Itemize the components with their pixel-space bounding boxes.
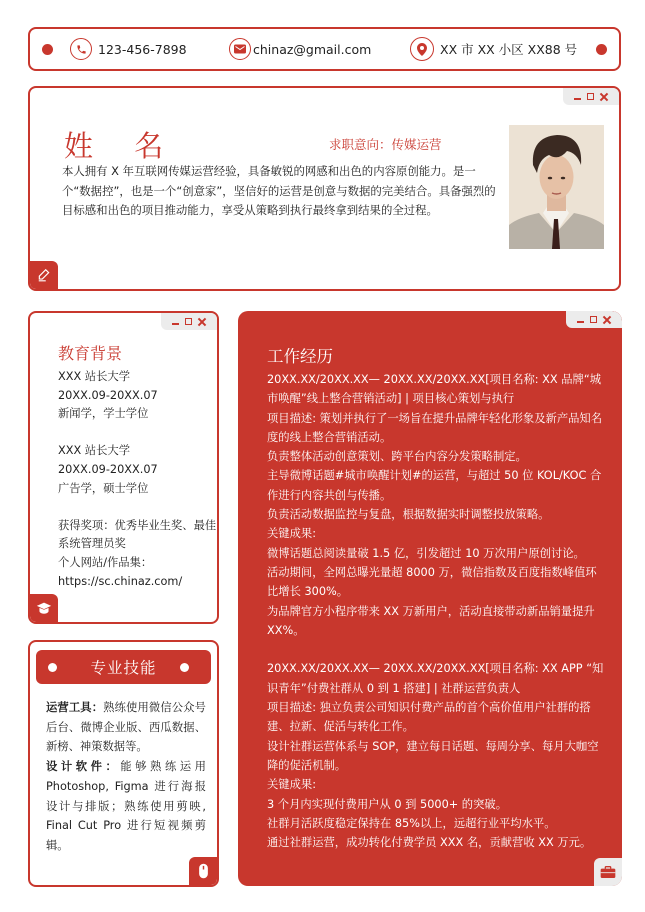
close-icon[interactable] — [600, 93, 608, 101]
awards: 获得奖项：优秀毕业生奖、最佳系统管理员奖 — [58, 518, 217, 551]
window-controls — [161, 313, 217, 330]
skills-header — [36, 650, 211, 684]
project-line: 3 个月内实现付费用户从 0 到 5000+ 的突破。 — [267, 797, 507, 811]
work-title: 工作经历 — [267, 347, 333, 366]
contact-email — [229, 37, 371, 61]
education-school: XXX 站长大学 — [58, 444, 130, 458]
education-school: XXX 站长大学 — [58, 370, 130, 383]
profile-card — [28, 86, 621, 291]
window-controls — [566, 311, 622, 328]
skill-text: 熟练使用微信公众号后台、微博企业版、西瓜数据、新榜、神策数据等。 — [46, 701, 206, 754]
address-text: XX 市 XX 小区 XX88 号 — [440, 42, 578, 57]
work-projects — [267, 370, 607, 852]
window-controls — [563, 88, 619, 105]
project-line: 负责整体活动创意策划、跨平台内容分发策略制定。 — [267, 450, 527, 464]
project-header: 20XX.XX/20XX.XX— 20XX.XX/20XX.XX[项目名称: XX APP “知识青年”付费社群从 0 到 1 搭建] | 社群运营负责人 — [267, 662, 604, 695]
location-pin-icon — [410, 37, 434, 61]
skills-list — [46, 698, 206, 856]
education-title: 教育背景 — [58, 344, 123, 363]
skills-badge — [189, 857, 217, 885]
skill-item — [46, 757, 206, 856]
education-degree: 新闻学，学士学位 — [58, 407, 149, 421]
phone-icon — [70, 38, 92, 60]
minimize-icon[interactable] — [574, 98, 581, 100]
work-badge — [594, 858, 622, 886]
project-line: 负责活动数据监控与复盘，根据数据实时调整投放策略。 — [267, 508, 550, 522]
skill-text: 能够熟练运用 Photoshop, Figma 进行海报设计与排版；熟练使用剪映, Final Cut Pro 进行短视频剪辑。 — [46, 760, 206, 852]
skills-title: 专业技能 — [90, 659, 157, 677]
close-icon[interactable] — [198, 318, 206, 326]
phone-number: 123-456-7898 — [98, 41, 187, 57]
maximize-icon[interactable] — [185, 318, 192, 325]
project-line: 微博话题总阅读量破 1.5 亿，引发超过 10 万次用户原创讨论。 — [267, 546, 585, 560]
email-address[interactable]: chinaz@gmail.com — [253, 41, 372, 57]
minimize-icon[interactable] — [172, 323, 179, 325]
education-period: 20XX.09-20XX.07 — [58, 388, 158, 402]
job-intent: 求职意向：传媒运营 — [329, 137, 442, 152]
minimize-icon[interactable] — [577, 321, 584, 323]
project-block — [267, 370, 607, 640]
maximize-icon[interactable] — [587, 93, 594, 100]
project-block — [267, 659, 607, 852]
maximize-icon[interactable] — [590, 316, 597, 323]
education-period: 20XX.09-20XX.07 — [58, 462, 158, 476]
education-card — [28, 311, 219, 624]
project-header: 20XX.XX/20XX.XX— 20XX.XX/20XX.XX[项目名称: XX 品牌“城市唤醒”线上整合营销活动] | 项目核心策划与执行 — [267, 373, 601, 406]
portfolio-link[interactable]: https://sc.chinaz.com/ — [58, 574, 183, 588]
briefcase-icon — [600, 865, 616, 879]
skill-label: 运营工具： — [46, 701, 104, 714]
project-line: 活动期间，全网总曝光量超 8000 万，微信指数及百度指数峰值环比增长 300%。 — [267, 565, 597, 599]
project-line: 关键成果: — [267, 527, 316, 541]
project-line: 为品牌官方小程序带来 XX 万新用户，活动直接带动新品销量提升 XX%。 — [267, 604, 595, 637]
skills-card — [28, 640, 219, 887]
decor-dot-icon — [596, 44, 607, 55]
profile-photo — [509, 125, 604, 249]
education-degree: 广告学，硕士学位 — [58, 481, 149, 495]
close-icon[interactable] — [603, 316, 611, 324]
project-line: 项目描述: 策划并执行了一场旨在提升品牌年轻化形象及新产品知名度的线上整合营销活动。 — [267, 411, 603, 444]
project-line: 项目描述: 独立负责公司知识付费产品的首个高价值用户社群的搭建、拉新、促活与转化工作。 — [267, 701, 591, 734]
decor-dot-icon — [48, 663, 57, 672]
project-line: 主导微博话题#城市唤醒计划#的运营，与超过 50 位 KOL/KOC 合作进行内容共创与传播。 — [267, 469, 602, 502]
contact-address — [410, 37, 577, 61]
contact-bar — [28, 27, 621, 71]
graduation-cap-icon — [36, 602, 52, 615]
project-line: 关键成果: — [267, 778, 316, 792]
decor-dot-icon — [42, 44, 53, 55]
profile-summary: 本人拥有 X 年互联网传媒运营经验，具备敏锐的网感和出色的内容原创能力。是一个“数据控”，也是一个“创意家”，坚信好的运营是创意与数据的完美结合。具备强烈的目标感和出色的项目推动能力，享受从策略到执行最终拿到结果的全过程。 — [62, 164, 496, 217]
education-badge — [30, 594, 58, 622]
work-experience-card — [238, 311, 622, 886]
portfolio-label: 个人网站/作品集： — [58, 555, 153, 569]
project-line: 通过社群运营，成功转化付费学员 XXX 名，贡献营收 XX 万元。 — [267, 836, 592, 850]
skill-label: 设计软件： — [46, 760, 121, 774]
project-line: 设计社群运营体系与 SOP，建立每日话题、每周分享、每月大咖空降的促活机制。 — [267, 739, 599, 772]
mouse-icon — [198, 863, 209, 879]
pencil-icon — [37, 268, 51, 282]
skill-item — [46, 698, 206, 757]
candidate-name: 姓 名 — [64, 129, 180, 163]
decor-dot-icon — [180, 663, 189, 672]
mail-icon — [229, 38, 251, 60]
edit-badge[interactable] — [30, 261, 58, 289]
project-line: 社群月活跃度稳定保持在 85%以上，远超行业平均水平。 — [267, 816, 556, 830]
education-list — [58, 368, 218, 591]
contact-phone — [70, 37, 187, 61]
